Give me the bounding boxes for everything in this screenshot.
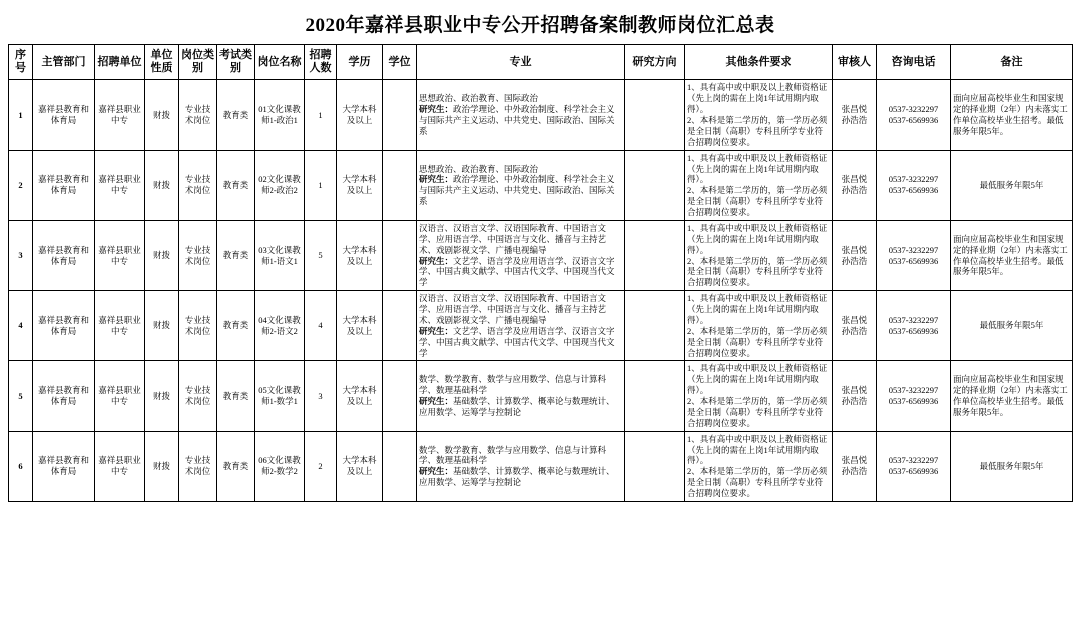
cell-count: 3 — [305, 361, 337, 431]
cell-dept: 嘉祥县教育和体育局 — [33, 431, 95, 501]
cell-post-name: 03文化课教师1-语文1 — [255, 220, 305, 290]
cell-education: 大学本科及以上 — [337, 431, 383, 501]
cell-reviewer — [833, 431, 877, 501]
col-nature: 单位性质 — [145, 45, 179, 80]
cell-remark: 面向应届高校毕业生和国家规定的择业期（2年）内未落实工作单位高校毕业生招考。最低服务年限5年。 — [951, 80, 1073, 150]
cell-unit: 嘉祥县职业中专 — [95, 291, 145, 361]
cell-dept: 嘉祥县教育和体育局 — [33, 80, 95, 150]
major-text: 数学、数学教育、数学与应用数学、信息与计算科学、数理基础科学 — [419, 444, 607, 466]
cell-reviewer — [833, 291, 877, 361]
col-seq: 序号 — [9, 45, 33, 80]
cell-exam-type: 教育类 — [217, 431, 255, 501]
cell-unit: 嘉祥县职业中专 — [95, 80, 145, 150]
cell-direction — [625, 80, 685, 150]
col-post-type: 岗位类别 — [179, 45, 217, 80]
table-body — [9, 80, 1073, 502]
cell-count: 4 — [305, 291, 337, 361]
cell-direction — [625, 431, 685, 501]
reviewer-name: 张昌悦 — [841, 174, 868, 185]
major-research-label: 研究生： — [419, 104, 454, 115]
cell-degree — [383, 80, 417, 150]
major-research-label: 研究生： — [419, 396, 454, 406]
cell-major — [417, 80, 625, 150]
phone-number: 0537-6569936 — [888, 396, 939, 406]
reviewer-name: 张昌悦 — [841, 104, 868, 115]
cell-other — [685, 361, 833, 431]
cell-phone — [877, 150, 951, 220]
cell-other — [685, 431, 833, 501]
cell-reviewer — [833, 150, 877, 220]
cell-seq: 1 — [9, 80, 33, 150]
phone-number: 0537-6569936 — [888, 115, 939, 125]
cell-remark: 最低服务年限5年 — [951, 291, 1073, 361]
cell-exam-type: 教育类 — [217, 361, 255, 431]
reviewer-name: 张昌悦 — [841, 455, 868, 466]
major-research-text: 文艺学、语言学及应用语言学、汉语言文字学、中国古典文献学、中国古代文学、中国现当代文学 — [419, 325, 615, 358]
cell-unit: 嘉祥县职业中专 — [95, 361, 145, 431]
major-research-text: 文艺学、语言学及应用语言学、汉语言文字学、中国古典文献学、中国古代文学、中国现当代文学 — [419, 255, 615, 288]
cell-exam-type: 教育类 — [217, 150, 255, 220]
cell-nature: 财拨 — [145, 150, 179, 220]
cell-seq: 5 — [9, 361, 33, 431]
cell-education: 大学本科及以上 — [337, 150, 383, 220]
col-dept: 主管部门 — [33, 45, 95, 80]
table-header-row — [9, 45, 1073, 80]
page-title: 2020年嘉祥县职业中专公开招聘备案制教师岗位汇总表 — [305, 15, 775, 36]
major-research-text: 政治学理论、中外政治制度、科学社会主义与国际共产主义运动、中共党史、国际政治、国际关系 — [419, 104, 615, 136]
other-item: 1、具有高中或中职及以上教师资格证（先上岗的需在上岗1年试用期内取得）。 — [687, 222, 828, 255]
cell-dept: 嘉祥县教育和体育局 — [33, 291, 95, 361]
cell-post-name: 05文化课教师1-数学1 — [255, 361, 305, 431]
cell-other — [685, 291, 833, 361]
table-row — [9, 431, 1073, 501]
col-remark: 备注 — [951, 45, 1073, 80]
cell-other — [685, 80, 833, 150]
cell-post-type: 专业技术岗位 — [179, 291, 217, 361]
cell-reviewer — [833, 220, 877, 290]
phone-number: 0537-6569936 — [888, 325, 939, 336]
phone-number: 0537-6569936 — [888, 466, 939, 477]
major-research-label: 研究生： — [419, 255, 454, 266]
phone-number: 0537-3232297 — [888, 314, 939, 325]
cell-remark: 面向应届高校毕业生和国家规定的择业期（2年）内未落实工作单位高校毕业生招考。最低服务年限5年。 — [951, 361, 1073, 431]
cell-other — [685, 220, 833, 290]
table-row — [9, 291, 1073, 361]
cell-nature: 财拨 — [145, 431, 179, 501]
cell-other — [685, 150, 833, 220]
cell-remark: 最低服务年限5年 — [951, 150, 1073, 220]
other-item: 2、本科是第二学历的，第一学历必须是全日制（高职）专科且所学专业符合招聘岗位要求。 — [687, 115, 828, 147]
reviewer-name: 张昌悦 — [841, 385, 868, 396]
cell-phone — [877, 220, 951, 290]
other-item: 2、本科是第二学历的，第一学历必须是全日制（高职）专科且所学专业符合招聘岗位要求。 — [687, 396, 828, 428]
other-item: 2、本科是第二学历的，第一学历必须是全日制（高职）专科且所学专业符合招聘岗位要求。 — [687, 255, 828, 288]
phone-number: 0537-3232297 — [888, 455, 939, 466]
col-post-name: 岗位名称 — [255, 45, 305, 80]
cell-degree — [383, 220, 417, 290]
cell-degree — [383, 431, 417, 501]
phone-number: 0537-3232297 — [888, 385, 939, 396]
cell-exam-type: 教育类 — [217, 80, 255, 150]
cell-post-type: 专业技术岗位 — [179, 80, 217, 150]
reviewer-name: 张昌悦 — [841, 314, 868, 325]
major-research-label: 研究生： — [419, 466, 454, 477]
reviewer-name: 孙浩浩 — [841, 255, 868, 266]
other-item: 2、本科是第二学历的，第一学历必须是全日制（高职）专科且所学专业符合招聘岗位要求。 — [687, 185, 828, 217]
major-research-text: 基础数学、计算数学、概率论与数理统计、应用数学、运筹学与控制论 — [419, 396, 615, 417]
cell-nature: 财拨 — [145, 291, 179, 361]
phone-number: 0537-6569936 — [888, 255, 939, 266]
cell-major — [417, 220, 625, 290]
major-text: 思想政治、政治教育、国际政治 — [419, 163, 539, 174]
other-item: 1、具有高中或中职及以上教师资格证（先上岗的需在上岗1年试用期内取得）。 — [687, 293, 828, 325]
cell-direction — [625, 150, 685, 220]
major-research-label: 研究生： — [419, 174, 454, 185]
cell-phone — [877, 80, 951, 150]
phone-number: 0537-3232297 — [888, 104, 939, 115]
reviewer-name: 孙浩浩 — [841, 396, 868, 406]
other-item: 1、具有高中或中职及以上教师资格证（先上岗的需在上岗1年试用期内取得）。 — [687, 433, 828, 466]
cell-seq: 6 — [9, 431, 33, 501]
cell-count: 2 — [305, 431, 337, 501]
cell-post-name: 02文化课教师2-政治2 — [255, 150, 305, 220]
cell-seq: 2 — [9, 150, 33, 220]
reviewer-name: 孙浩浩 — [841, 115, 868, 125]
cell-post-name: 01文化课教师1-政治1 — [255, 80, 305, 150]
cell-post-type: 专业技术岗位 — [179, 361, 217, 431]
cell-count: 1 — [305, 150, 337, 220]
cell-phone — [877, 431, 951, 501]
other-item: 1、具有高中或中职及以上教师资格证（先上岗的需在上岗1年试用期内取得）。 — [687, 152, 828, 185]
cell-seq: 4 — [9, 291, 33, 361]
table-row — [9, 361, 1073, 431]
cell-degree — [383, 150, 417, 220]
cell-major — [417, 361, 625, 431]
major-text: 思想政治、政治教育、国际政治 — [419, 93, 539, 104]
major-text: 汉语言、汉语言文学、汉语国际教育、中国语言文学、应用语言学、中国语言与文化、播音与主持艺术、戏剧影视文学、广播电视编导 — [419, 222, 607, 255]
other-item: 2、本科是第二学历的，第一学历必须是全日制（高职）专科且所学专业符合招聘岗位要求。 — [687, 325, 828, 358]
cell-count: 5 — [305, 220, 337, 290]
cell-major — [417, 291, 625, 361]
major-research-text: 基础数学、计算数学、概率论与数理统计、应用数学、运筹学与控制论 — [419, 466, 615, 488]
col-education: 学历 — [337, 45, 383, 80]
cell-remark: 最低服务年限5年 — [951, 431, 1073, 501]
col-phone: 咨询电话 — [877, 45, 951, 80]
phone-number: 0537-3232297 — [888, 174, 939, 185]
cell-reviewer — [833, 80, 877, 150]
cell-dept: 嘉祥县教育和体育局 — [33, 361, 95, 431]
cell-post-name: 06文化课教师2-数学2 — [255, 431, 305, 501]
cell-major — [417, 150, 625, 220]
cell-education: 大学本科及以上 — [337, 291, 383, 361]
col-reviewer: 审核人 — [833, 45, 877, 80]
cell-major — [417, 431, 625, 501]
cell-education: 大学本科及以上 — [337, 80, 383, 150]
table-row — [9, 80, 1073, 150]
cell-direction — [625, 220, 685, 290]
cell-dept: 嘉祥县教育和体育局 — [33, 220, 95, 290]
major-research-text: 政治学理论、中外政治制度、科学社会主义与国际共产主义运动、中共党史、国际政治、国际关系 — [419, 174, 615, 207]
cell-count: 1 — [305, 80, 337, 150]
reviewer-name: 孙浩浩 — [841, 466, 868, 477]
phone-number: 0537-3232297 — [888, 244, 939, 255]
other-item: 1、具有高中或中职及以上教师资格证（先上岗的需在上岗1年试用期内取得）。 — [687, 363, 828, 396]
major-research-label: 研究生： — [419, 325, 454, 336]
cell-unit: 嘉祥县职业中专 — [95, 220, 145, 290]
cell-exam-type: 教育类 — [217, 291, 255, 361]
cell-dept: 嘉祥县教育和体育局 — [33, 150, 95, 220]
reviewer-name: 张昌悦 — [841, 244, 868, 255]
reviewer-name: 孙浩浩 — [841, 185, 868, 196]
cell-nature: 财拨 — [145, 220, 179, 290]
cell-reviewer — [833, 361, 877, 431]
col-exam-type: 考试类别 — [217, 45, 255, 80]
col-major: 专业 — [417, 45, 625, 80]
phone-number: 0537-6569936 — [888, 185, 939, 196]
cell-phone — [877, 361, 951, 431]
cell-degree — [383, 361, 417, 431]
cell-unit: 嘉祥县职业中专 — [95, 150, 145, 220]
cell-exam-type: 教育类 — [217, 220, 255, 290]
cell-remark: 面向应届高校毕业生和国家规定的择业期（2年）内未落实工作单位高校毕业生招考。最低服务年限5年。 — [951, 220, 1073, 290]
table-row — [9, 220, 1073, 290]
cell-unit: 嘉祥县职业中专 — [95, 431, 145, 501]
cell-direction — [625, 291, 685, 361]
reviewer-name: 孙浩浩 — [841, 325, 868, 336]
cell-nature: 财拨 — [145, 80, 179, 150]
col-degree: 学位 — [383, 45, 417, 80]
recruitment-table — [8, 44, 1073, 502]
major-text: 数学、数学教育、数学与应用数学、信息与计算科学、数理基础科学 — [419, 374, 607, 396]
cell-nature: 财拨 — [145, 361, 179, 431]
col-other: 其他条件要求 — [685, 45, 833, 80]
cell-post-type: 专业技术岗位 — [179, 220, 217, 290]
major-text: 汉语言、汉语言文学、汉语国际教育、中国语言文学、应用语言学、中国语言与文化、播音与主持艺术、戏剧影视文学、广播电视编导 — [419, 293, 607, 325]
table-row — [9, 150, 1073, 220]
cell-degree — [383, 291, 417, 361]
cell-education: 大学本科及以上 — [337, 220, 383, 290]
col-count: 招聘人数 — [305, 45, 337, 80]
cell-post-type: 专业技术岗位 — [179, 431, 217, 501]
other-item: 2、本科是第二学历的，第一学历必须是全日制（高职）专科且所学专业符合招聘岗位要求。 — [687, 466, 828, 498]
cell-seq: 3 — [9, 220, 33, 290]
other-item: 1、具有高中或中职及以上教师资格证（先上岗的需在上岗1年试用期内取得）。 — [687, 82, 828, 115]
col-unit: 招聘单位 — [95, 45, 145, 80]
col-direction: 研究方向 — [625, 45, 685, 80]
cell-phone — [877, 291, 951, 361]
cell-post-type: 专业技术岗位 — [179, 150, 217, 220]
cell-direction — [625, 361, 685, 431]
cell-education: 大学本科及以上 — [337, 361, 383, 431]
cell-post-name: 04文化课教师2-语文2 — [255, 291, 305, 361]
